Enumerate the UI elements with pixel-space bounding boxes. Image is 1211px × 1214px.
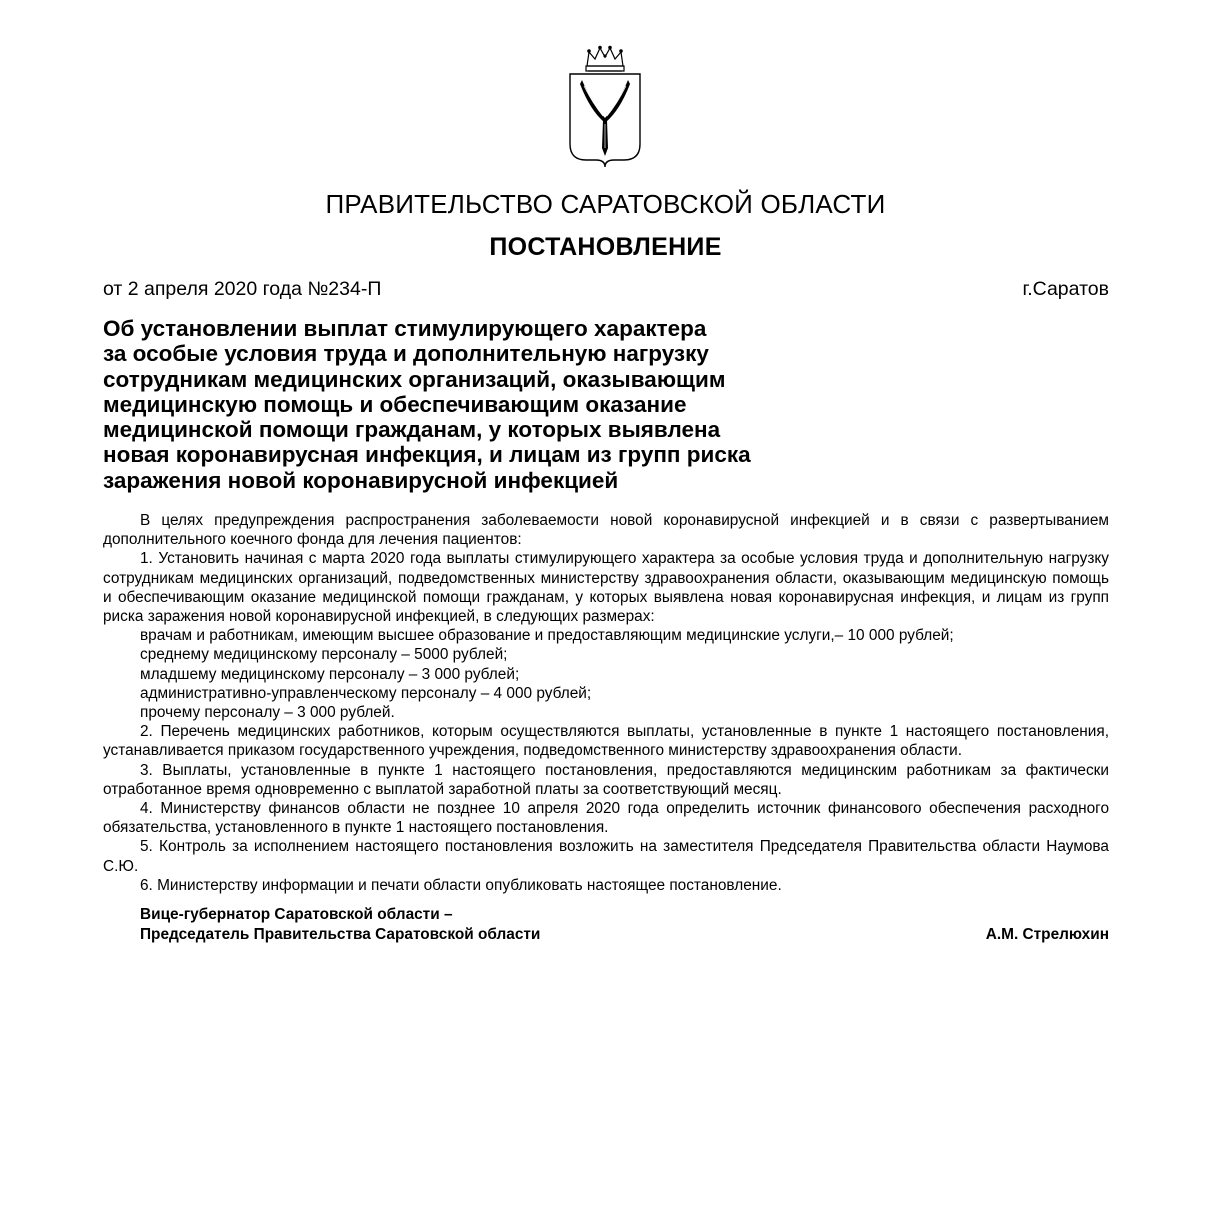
document-meta	[103, 278, 1109, 301]
position-line: Председатель Правительства Саратовской области	[140, 925, 541, 943]
subject-line: медицинскую помощь и обеспечивающим оказание	[103, 391, 687, 417]
paragraph-1: 1. Установить начиная с марта 2020 года выплаты стимулирующего характера за особые условия труда и дополнительную нагрузку сотрудникам медицинских организаций, подведомственных министерству здравоохранения области, оказывающим медицинскую помощь и обеспечивающим оказание медицинской помощи гражданам, у которых выявлена новая коронавирусная инфекция, и лицам из групп риска заражения новой коронавирусной инфекцией, в следующих размерах:	[103, 550, 1109, 626]
subject-line: медицинской помощи гражданам, у которых выявлена	[103, 417, 721, 443]
subject-line: сотрудникам медицинских организаций, оказывающим	[103, 366, 726, 392]
signatory-position	[140, 905, 540, 944]
subject-line: за особые условия труда и дополнительную нагрузку	[103, 341, 709, 367]
government-title: ПРАВИТЕЛЬСТВО САРАТОВСКОЙ ОБЛАСТИ	[325, 189, 886, 219]
document-body	[103, 511, 1109, 895]
subject-line: Об установлении выплат стимулирующего характера	[103, 316, 707, 341]
paragraph-4: 4. Министерству финансов области не позднее 10 апреля 2020 года определить источник финансового обеспечения расходного обязательства, установленного в пункте 1 настоящего постановления.	[103, 800, 1109, 837]
paragraph-2: 2. Перечень медицинских работников, которым осуществляются выплаты, установленные в пункте 1 настоящего постановления, устанавливается приказом государственного учреждения, подведомственного министерству здравоохранения области.	[103, 723, 1109, 760]
rate-item: младшему медицинскому персоналу – 3 000 рублей;	[140, 665, 520, 683]
rate-item: прочему персоналу – 3 000 рублей.	[140, 704, 395, 722]
paragraph-5: 5. Контроль за исполнением настоящего постановления возложить на заместителя Председателя Правительства области Наумова С.Ю.	[103, 838, 1109, 875]
subject-line: заражения новой коронавирусной инфекцией	[103, 467, 619, 493]
rate-item: врачам и работникам, имеющим высшее образование и предоставляющим медицинские услуги,– 10 000 рублей;	[140, 627, 954, 645]
saratov-coat-of-arms-icon	[562, 44, 648, 168]
signature-block	[140, 905, 1109, 944]
position-line: Вице-губернатор Саратовской области –	[140, 906, 453, 923]
city: г.Саратов	[1022, 278, 1109, 300]
paragraph-6: 6. Министерству информации и печати области опубликовать настоящее постановление.	[140, 876, 782, 894]
document-type: ПОСТАНОВЛЕНИЕ	[489, 233, 722, 261]
signatory-name: А.М. Стрелюхин	[985, 925, 1109, 943]
preamble: В целях предупреждения распространения заболеваемости новой коронавирусной инфекцией и в связи с развертыванием дополнительного коечного фонда для лечения пациентов:	[103, 512, 1109, 549]
subject-line: новая коронавирусная инфекция, и лицам из групп риска	[103, 442, 751, 468]
rate-item: среднему медицинскому персоналу – 5000 рублей;	[140, 646, 508, 664]
paragraph-3: 3. Выплаты, установленные в пункте 1 настоящего постановления, предоставляются медицинским работникам за фактически отработанное время одновременно с выплатой заработной платы за соответствующий месяц.	[103, 761, 1109, 798]
date-number: от 2 апреля 2020 года №234-П	[103, 278, 382, 300]
document-subject	[103, 316, 863, 493]
rate-item: административно-управленческому персоналу – 4 000 рублей;	[140, 684, 592, 702]
